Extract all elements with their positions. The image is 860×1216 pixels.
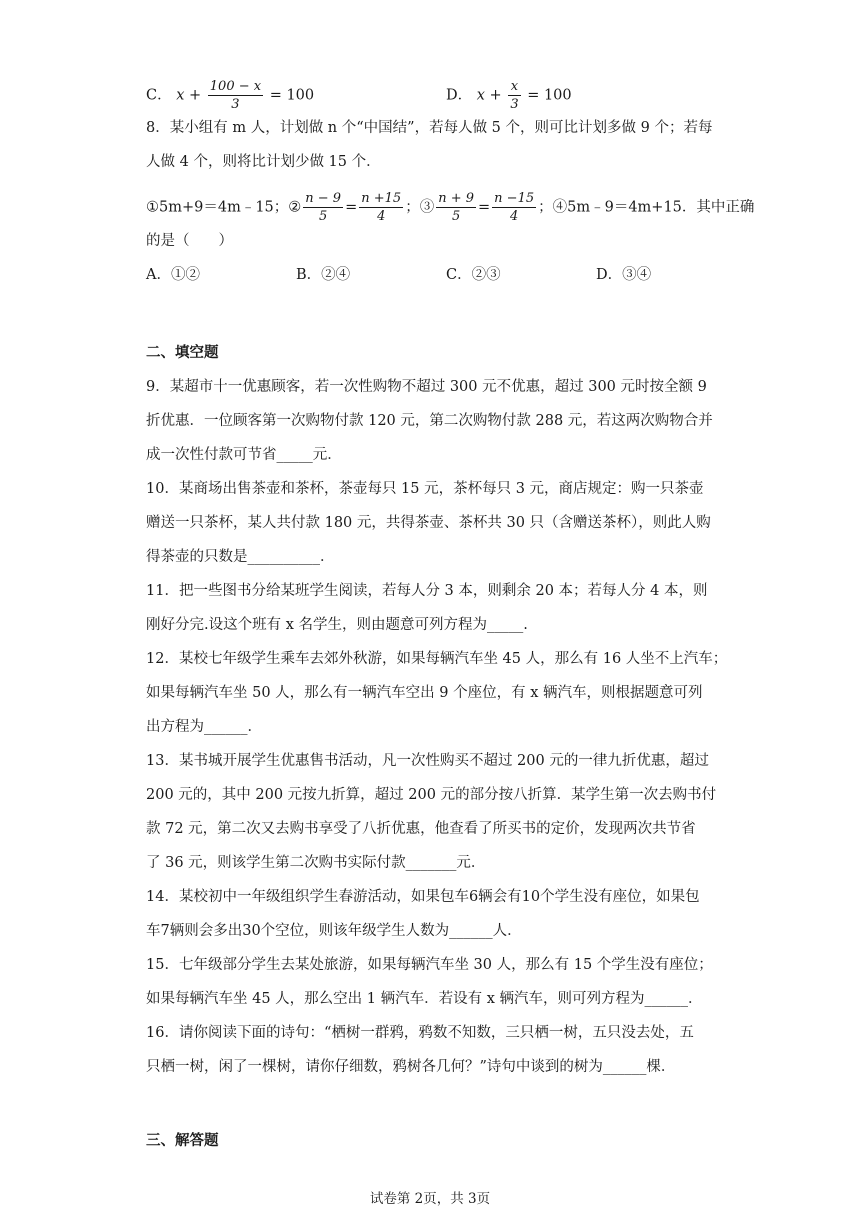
q8-equals-2: = [478,199,491,216]
fraction-denominator: 4 [492,207,536,225]
q10-line-3: 得茶壶的只数是__________． [146,549,335,565]
fraction-numerator: n +15 [361,191,402,206]
q15-line-2: 如果每辆汽车坐 45 人，那么空出 1 辆汽车．若设有 x 辆汽车，则可列方程为______． [146,991,703,1007]
q8-statements [146,190,754,225]
q8-separator: ；③ [405,199,435,216]
fraction-numerator: 100 − x [209,79,262,94]
q8-statement-1: ①5m+9＝4m﹣15；② [146,199,302,216]
q7-option-d-fraction [508,78,520,113]
q7-option-c-var: x [176,87,185,104]
q16-line-1: 16．请你阅读下面的诗句：“栖树一群鸦，鸦数不知数，三只栖一树，五只没去处，五 [146,1025,694,1041]
q7-option-d-equals: = 100 [527,87,572,104]
q13-line-1: 13．某书城开展学生优惠售书活动，凡一次性购买不超过 200 元的一律九折优惠，超过 [146,753,709,769]
q13-line-2: 200 元的，其中 200 元按九折算，超过 200 元的部分按八折算．某学生第一次去购书付 [146,787,717,803]
q8-equals-1: = [345,199,358,216]
q11-line-1: 11．把一些图书分给某班学生阅读，若每人分 3 本，则剩余 20 本；若每人分 4 本，则 [146,583,708,599]
q7-option-c [146,78,314,113]
q9-line-3: 成一次性付款可节省_____元． [146,447,342,463]
q9-line-2: 折优惠．一位顾客第一次购物付款 120 元，第二次购物付款 288 元，若这两次购物合并 [146,413,713,429]
q14-line-1: 14．某校初中一年级组织学生春游活动，如果包车6辆会有10个学生没有座位，如果包 [146,889,700,905]
fraction-denominator: 4 [359,207,403,225]
q8-option-b: B．②④ [296,267,351,283]
q14-line-2: 车7辆则会多出30个空位，则该年级学生人数为______人． [146,923,522,939]
q8-line-4: 的是（ ） [146,233,233,249]
q7-option-d [446,78,572,113]
q9-line-1: 9．某超市十一优惠顾客，若一次性购物不超过 300 元不优惠，超过 300 元时按全额 9 [146,379,707,395]
q7-option-c-fraction [208,78,263,113]
q8-fraction-1 [303,190,343,225]
q8-line-2: 人做 4 个，则将比计划少做 15 个． [146,154,381,170]
q12-line-3: 出方程为______． [146,719,262,735]
q13-line-3: 款 72 元，第二次又去购书享受了八折优惠，他查看了所买书的定价，发现两次共节省 [146,821,696,837]
fraction-numerator: n − 9 [305,191,342,206]
q7-option-d-var: x [476,87,485,104]
fraction-denominator: 5 [436,207,476,225]
q12-line-1: 12．某校七年级学生乘车去郊外秋游，如果每辆汽车坐 45 人，那么有 16 人坐不上汽车； [146,651,728,667]
q8-option-c: C．②③ [446,267,501,283]
fraction-numerator: x [510,79,519,94]
q16-line-2: 只栖一树，闲了一棵树，请你仔细数，鸦树各几何？”诗句中谈到的树为______棵． [146,1059,676,1075]
section-3-title: 三、解答题 [146,1132,219,1149]
fraction-denominator: 5 [303,207,343,225]
q8-fraction-4 [492,190,536,225]
q7-option-c-label: C． [146,87,172,104]
q8-statement-4: ；④5m﹣9＝4m+15．其中正确 [538,199,755,216]
fraction-denominator: 3 [208,95,263,113]
q10-line-2: 赠送一只茶杯，某人共付款 180 元，共得茶壶、茶杯共 30 只（含赠送茶杯），则此人购 [146,515,711,531]
q11-line-2: 刚好分完.设这个班有 x 名学生，则由题意可列方程为_____. [146,617,528,633]
fraction-numerator: n + 9 [438,191,475,206]
q15-line-1: 15．七年级部分学生去某处旅游，如果每辆汽车坐 30 人，那么有 15 个学生没有座位； [146,957,713,973]
q8-line-1: 8．某小组有 m 人，计划做 n 个“中国结”，若每人做 5 个，则可比计划多做 9 个；若每 [146,120,713,136]
q8-fraction-3 [436,190,476,225]
q12-line-2: 如果每辆汽车坐 50 人，那么有一辆汽车空出 9 个座位，有 x 辆汽车，则根据题意可列 [146,685,703,701]
q8-fraction-2 [359,190,403,225]
q7-option-d-label: D． [446,87,473,104]
q8-option-a: A．①② [146,267,200,283]
fraction-numerator: n −15 [494,191,535,206]
fraction-denominator: 3 [510,97,519,112]
section-2-title: 二、填空题 [146,344,219,361]
q7-option-c-plus: + [189,87,202,104]
q7-option-d-plus: + [489,87,502,104]
page-footer: 试卷第 2页，共 3页 [369,1191,491,1207]
q8-option-d: D．③④ [596,267,652,283]
q7-option-c-equals: = 100 [269,87,315,104]
q13-line-4: 了 36 元，则该学生第二次购书实际付款_______元． [146,855,486,871]
q10-line-1: 10．某商场出售茶壶和茶杯，茶壶每只 15 元，茶杯每只 3 元，商店规定：购一只茶壶 [146,481,704,497]
